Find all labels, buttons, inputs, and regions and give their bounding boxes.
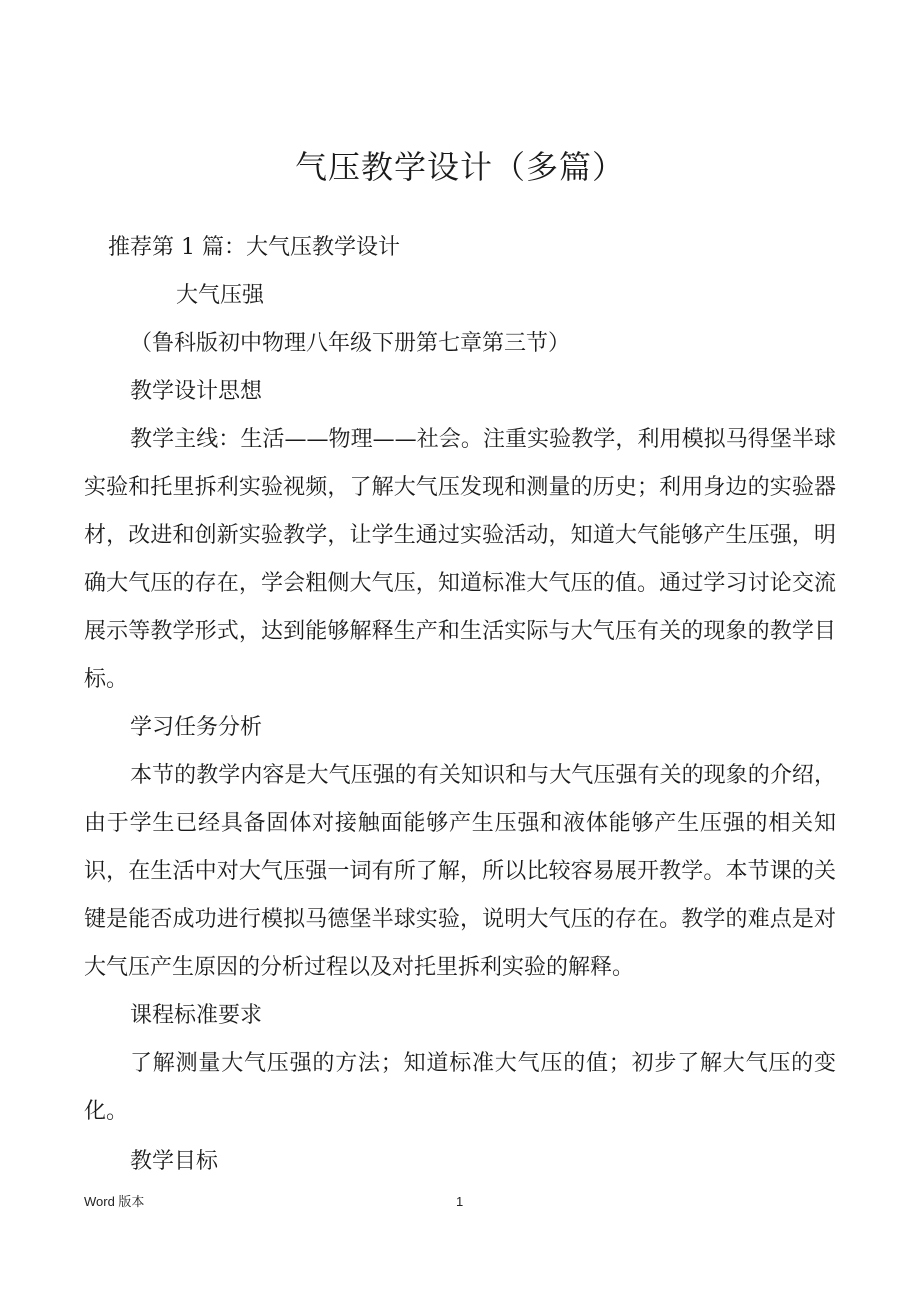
section-body-design-idea: 教学主线：生活——物理——社会。注重实验教学，利用模拟马得堡半球实验和托里拆利实验视频，了解大气压发现和测量的历史；利用身边的实验器材，改进和创新实验教学，让学生通过实验活动，知道大气能够产生压强，明确大气压的存在，学会粗侧大气压，知道标准大气压的值。通过学习讨论交流展示等教学形式，达到能够解释生产和生活实际与大气压有关的现象的教学目标。 [84, 427, 836, 692]
recommend-heading: 推荐第 1 篇：大气压教学设计 [108, 235, 400, 260]
section-heading-design-idea: 教学设计思想 [130, 379, 263, 404]
section-body-task-analysis: 本节的教学内容是大气压强的有关知识和与大气压强有关的现象的介绍，由于学生已经具备固体对接触面能够产生压强和液体能够产生压强的相关知识，在生活中对大气压强一词有所了解，所以比较容易展开教学。本节课的关键是能否成功进行模拟马德堡半球实验，说明大气压的存在。教学的难点是对大气压产生原因的分析过程以及对托里拆利实验的解释。 [84, 763, 836, 980]
section-heading-curriculum-standard: 课程标准要求 [130, 1003, 263, 1028]
section-body-curriculum-standard: 了解测量大气压强的方法；知道标准大气压的值；初步了解大气压的变化。 [84, 1051, 836, 1124]
section-heading-task-analysis: 学习任务分析 [130, 715, 263, 740]
section-heading-teaching-goals: 教学目标 [130, 1149, 219, 1174]
document-title: 气压教学设计（多篇） [294, 148, 625, 186]
footer-page-number: 1 [456, 1194, 464, 1209]
lesson-source: （鲁科版初中物理八年级下册第七章第三节） [130, 331, 571, 356]
footer-version-label: Word 版本 [84, 1194, 145, 1209]
lesson-title: 大气压强 [176, 283, 265, 308]
